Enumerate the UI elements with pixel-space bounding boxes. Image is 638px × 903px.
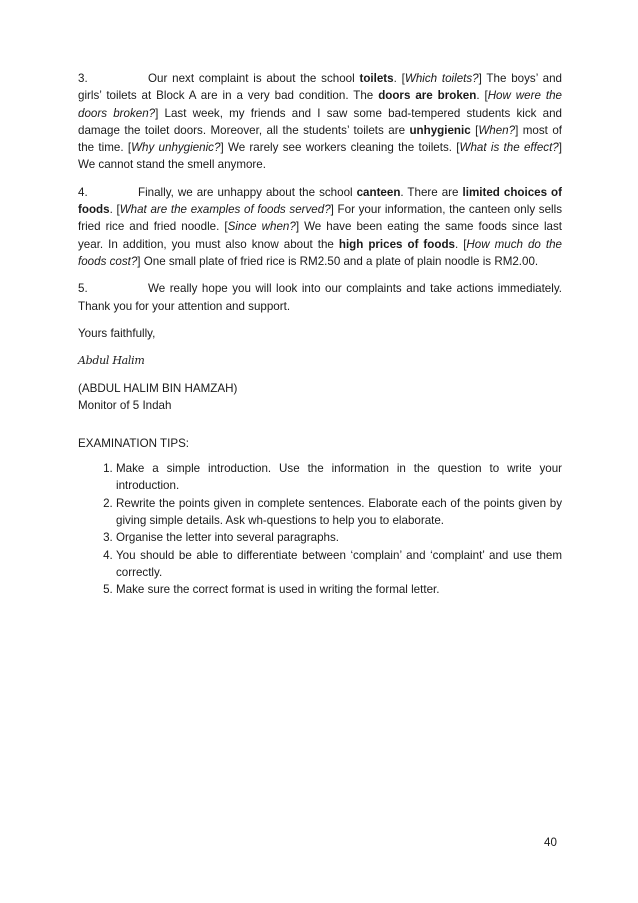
tip-item: 3. Organise the letter into several paragraphs. bbox=[116, 529, 562, 546]
paragraph-number: 5. bbox=[78, 282, 88, 296]
tip-item: 1. Make a simple introduction. Use the information in the question to write your introduction. bbox=[116, 460, 562, 495]
tips-list bbox=[78, 460, 562, 598]
tips-heading: EXAMINATION TIPS: bbox=[78, 436, 190, 450]
signer-title: Monitor of 5 Indah bbox=[78, 399, 172, 413]
document-page bbox=[78, 70, 562, 598]
tip-item: 5. Make sure the correct format is used in writing the formal letter. bbox=[116, 581, 562, 598]
signer-name: (ABDUL HALIM BIN HAMZAH) bbox=[78, 382, 238, 396]
closing: Yours faithfully, bbox=[78, 326, 156, 340]
paragraph-5: 5. We really hope you will look into our complaints and take actions immediately. Thank you for your attention and support. bbox=[78, 282, 562, 313]
tip-item: 4. You should be able to differentiate between ‘complain’ and ‘complaint’ and use them correctly. bbox=[116, 547, 562, 582]
paragraph-4: 4. Finally, we are unhappy about the school canteen. There are limited choices of foods. [What are the examples of foods served?] For your information, the canteen only sells fried rice and fried noodle. [Since when?] We have been eating the same foods since last year. In addition, you must also know about the high prices of foods. [How much do the foods cost?] One small plate of fried rice is RM2.50 and a plate of plain noodle is RM2.00. bbox=[78, 185, 563, 268]
paragraph-number: 3. bbox=[78, 72, 88, 85]
paragraph-number: 4. bbox=[78, 185, 88, 199]
paragraph-3: 3. Our next complaint is about the school toilets. [Which toilets?] The boys’ and girls’ toilets at Block A are in a very bad condition. The doors are broken. [How were the doors broken?] Last week, my friends and I saw some bad-tempered students kick and damage the toilet doors. Moreover, all the students’ toilets are unhygienic [When?] most of the time. [Why unhygienic?] We rarely see workers cleaning the toilets. [What is the effect?] We cannot stand the smell anymore. bbox=[78, 72, 563, 172]
signature: Abdul Halim bbox=[78, 354, 145, 368]
page-number: 40 bbox=[544, 836, 557, 849]
tip-item: 2. Rewrite the points given in complete sentences. Elaborate each of the points given by giving simple details. Ask wh-questions to help you to elaborate. bbox=[116, 495, 562, 530]
